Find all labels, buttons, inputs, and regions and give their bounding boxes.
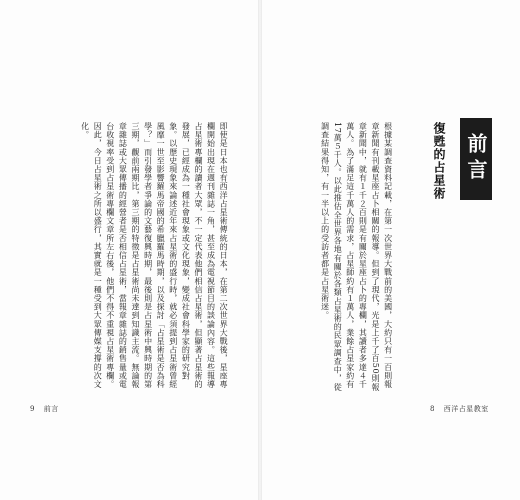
left-page-number: 9 — [30, 405, 35, 413]
right-page-number: 8 — [430, 405, 435, 413]
left-page-footer — [30, 404, 65, 414]
right-page-running-head: 西洋占星教室 — [443, 405, 489, 413]
chapter-title-box — [460, 118, 492, 200]
left-page-running-head: 前言 — [43, 405, 59, 413]
chapter-title: 前言 — [464, 133, 488, 185]
left-page-body: 即使是日本也有西洋占星術傳統的日本，在第二次世界大戰後，星座專欄開始出現在週刊雜誌一角，甚至成為電視節目的談論內容。這些報導占星術專欄的讀者大眾，不一定代表他們相信占星術，但顯著占星術的發展，已經成為一種社會現象或文化現象，變成社會科學家的研究對象。以歷史現象來論述近年來占星術的盛行時，就必須提到占星術曾經風靡一世至影響羅馬帝國的希臘羅馬時期，以及探討「占星術是否為科學？」而引發學者爭論的文藝復興時期，最後則是占星術中興時期的第三期，觀前兩期比，第三期的特徵是占星術尚未達到知識主流。無論報章雜誌或大眾傳播的經營者是否相信占星術，當報章雜誌的銷售量或電台收視率受到占星術專欄文章所左右後，他們不得不重視占星術專欄。因此，今日占星術之所以盛行，其實就是一種受到大眾傳媒支撐的次文化。 — [80, 122, 229, 389]
right-page-body: 根據某調查資料記載，在第一次世界大戰前的美國，大約只有一百則報章新聞有刊載星座占卜相關的報導。但到了現代，光是上千了百50則報章新聞中，就有１千２百則是有關於星座占卜的專欄，其讀者多達４千萬人。為了滿足這千萬人的需求，占星師約有１萬人，業餘占星家約有17萬５千人。以此推估全世界各地有關於各類占星術的民眾調查中，從調查結果得知，有一半以上的受訪者都是占星術迷。 — [320, 122, 393, 392]
right-page-footer — [430, 404, 495, 414]
section-title: 復甦的占星術 — [432, 122, 446, 200]
